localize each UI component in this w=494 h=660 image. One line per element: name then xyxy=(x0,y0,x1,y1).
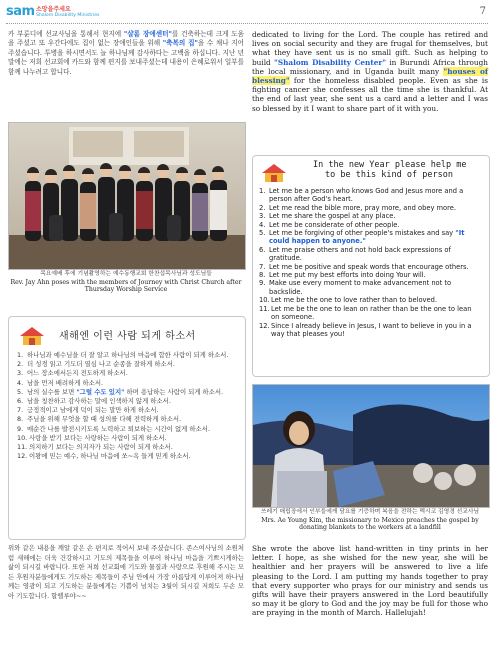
missionary-photo-caption xyxy=(252,509,488,532)
korean-resolution-item xyxy=(17,379,239,388)
english-resolution-item-number: 6. xyxy=(259,245,266,254)
church-group-illustration xyxy=(9,123,245,269)
english-resolution-item xyxy=(259,246,481,263)
korean-resolution-item-number: 8. xyxy=(17,415,24,424)
english-resolution-item xyxy=(259,305,481,322)
korean-list-heading: 새해엔 이런 사람 되게 하소서 xyxy=(59,331,196,342)
header-divider xyxy=(6,23,488,24)
english-resolution-item-text: Let me be positive and speak words that encourage others. xyxy=(269,262,469,271)
korean-resolution-item xyxy=(17,452,239,461)
logo-subtitle: Shalom Disability Ministries xyxy=(36,13,100,18)
korean-resolution-item-text: 남을 칭찬하고 감사하는 말에 인색하지 않게 하소서. xyxy=(27,397,171,406)
korean-resolution-item-number: 12. xyxy=(17,452,28,461)
english-resolution-item xyxy=(259,263,481,271)
korean-resolution-item-text-after: 하며 용납하는 사람이 되게 하소서. xyxy=(124,387,224,396)
english-intro-text-3: for the homeless disabled people. Even as she is fighting cancer she confesses all the time she is thankful. At the end of last year, she sent us a card and a letter and I was so blessed by it I want to share part of it with you. xyxy=(252,76,488,113)
church-photo-caption xyxy=(8,271,244,294)
english-resolution-item xyxy=(259,271,481,279)
korean-resolution-item-text: 더 성경 읽고 기도더 열심 나고 순종을 잘하게 하소서. xyxy=(27,360,175,369)
korean-resolution-item-number: 4. xyxy=(17,378,24,387)
english-resolution-item-text: Let me be the one to love rather than to beloved. xyxy=(271,296,437,305)
english-resolution-item-text: Let me praise others and not hold back expressions of gratitude. xyxy=(269,245,451,263)
english-intro-highlight-2: "houses of blessing" xyxy=(252,66,488,86)
page-number: 7 xyxy=(479,6,486,17)
english-resolution-item xyxy=(259,229,481,246)
korean-resolution-item-text: 긍정적이고 남에게 덕이 되는 말만 하게 하소서. xyxy=(27,406,159,415)
korean-resolution-item xyxy=(17,369,239,378)
english-resolution-item-number: 7. xyxy=(259,262,266,271)
english-list-heading-line1: In the new Year please help me xyxy=(313,160,467,170)
korean-closing-paragraph: 위와 같은 내용을 깨알 같은 손 편지로 적어서 보내 주셨습니다. 존스여사님의 소원처럼 새해에는 더욱 건강하시고 기도의 제목들을 이루어 하나님 마음을 기쁘시게하는 삶이 되시길 바랍니다. 또한 저희 선교회에 기도와 물질과 사랑으로 후원해 주시는 모든 후원자분들에게도 기도하는 제목들이 주님 안에서 가장 아름답게 이루어져 하나님께는 영광이 되고 기도하는 분들에게는 기쁨이 넘치는 3월이 되시길 저희도 두손 모아 기도합니다. 할렐루야~~ xyxy=(8,544,244,600)
english-resolution-item xyxy=(259,221,481,229)
english-resolution-item xyxy=(259,204,481,212)
english-intro-paragraph xyxy=(252,30,488,113)
english-resolution-item-text: Make use every moment to make advancement not to backslide. xyxy=(269,279,452,296)
english-resolution-item-number: 8. xyxy=(259,271,266,280)
logo-korean-text: 소망을주세요 xyxy=(36,6,71,13)
english-resolution-item xyxy=(259,322,481,339)
page-header xyxy=(0,0,494,26)
korean-resolution-list xyxy=(17,351,239,461)
korean-resolution-item-text: 어느 장소에서든지 전도하게 하소서. xyxy=(27,369,128,378)
english-resolution-item xyxy=(259,279,481,296)
church-photo-caption-english: Rev. Jay Ahn poses with the members of Journey with Christ Church after Thursday Worship Service xyxy=(10,278,242,294)
korean-resolution-box xyxy=(8,316,246,540)
house-icon xyxy=(19,325,45,347)
english-resolution-item-text: Let me put my best efforts into doing Your will. xyxy=(269,271,426,280)
english-resolution-box xyxy=(252,155,490,377)
korean-resolution-item xyxy=(17,443,239,452)
english-resolution-item-highlight: "It could happen to anyone." xyxy=(269,229,465,246)
korean-resolution-item xyxy=(17,351,239,360)
english-resolution-item xyxy=(259,187,481,204)
english-intro-text-2: in Burundi Africa through the local missionary, and in Uganda built many xyxy=(252,57,488,76)
ministry-logo xyxy=(6,4,126,22)
korean-resolution-item-number: 3. xyxy=(17,369,24,378)
english-resolution-list xyxy=(259,187,481,338)
english-resolution-item-number: 1. xyxy=(259,187,266,195)
korean-resolution-item-number: 11. xyxy=(17,443,28,452)
missionary-photo-caption-korean: 쓰레기 매립장에서 인부들에게 담요를 기증하며 복음을 전하는 멕시코 김영경 선교사님 xyxy=(260,509,480,515)
korean-intro-text-1: 카 부룬디에 선교사님을 통해서 현지에 xyxy=(8,30,124,38)
korean-intro-text-2: 를 건축하는데 크게 도움을 주셨고 또 우간다에도 집이 없는 장애인들을 위해 xyxy=(8,30,244,48)
english-resolution-item-number: 2. xyxy=(259,203,266,212)
english-resolution-item xyxy=(259,212,481,220)
korean-resolution-item-text: 주님을 위해 무엇을 할 때 성의를 다해 전력하게 하소서. xyxy=(27,415,182,424)
korean-resolution-item xyxy=(17,397,239,406)
korean-resolution-item-text: 매순간 나를 발전시키도록 노력하고 퇴보하는 시간이 없게 하소서. xyxy=(27,424,210,433)
korean-resolution-item-number: 2. xyxy=(17,360,24,369)
english-list-heading xyxy=(313,160,467,180)
korean-resolution-item-text: 남을 먼저 배려하게 하소서. xyxy=(27,378,104,387)
church-photo-caption-korean: 목요예배 후에 기념촬영하는 예수동행교회 한찬섭목사님과 성도님들 xyxy=(40,271,212,277)
english-resolution-item-text: Let me share the gospel at any place. xyxy=(269,212,396,221)
english-resolution-item-number: 3. xyxy=(259,212,266,221)
korean-resolution-item-text: 사랑을 받기 보다는 사랑하는 사람이 되게 하소서. xyxy=(29,433,167,442)
missionary-illustration xyxy=(253,385,489,507)
korean-resolution-item xyxy=(17,425,239,434)
korean-intro-highlight-2: "축복의 집" xyxy=(162,39,198,48)
korean-resolution-item-number: 1. xyxy=(17,351,24,359)
logo-sam-text: sam xyxy=(6,4,35,19)
korean-resolution-item-text: 의지하기 보다는 의지자가 되는 사람이 되게 하소서. xyxy=(29,443,173,452)
korean-resolution-item-text: 남의 실수를 보면 xyxy=(27,387,77,396)
church-group-photo xyxy=(8,122,246,270)
korean-resolution-item xyxy=(17,434,239,443)
korean-intro-text-3: 을 수 채나 지어 주셨습니다. 투병을 하시면서도 늘 하나님께 감사하다는 고백을 하십니다. 지난 년말에는 저희 선교회에 카드와 함께 편지를 보내주셨는데 내용이 은혜로워서 일부를 함께 나누려고 합니다. xyxy=(8,39,244,76)
korean-intro-highlight-1: "샬롬 장애센터" xyxy=(123,30,172,38)
korean-resolution-item xyxy=(17,415,239,424)
english-resolution-item-number: 5. xyxy=(259,229,266,238)
korean-resolution-item-text: 이왕에 믿는 예수, 하나님 마음에 쏘~옥 들게 믿게 하소서. xyxy=(29,452,191,461)
english-resolution-item-text: Let me read the bible more, pray more, and obey more. xyxy=(269,203,456,212)
english-resolution-item-text: Since I already believe in Jesus, I want to believe in you in a way that pleases you! xyxy=(271,321,472,338)
english-resolution-item-text: Let me be the one to lean on rather than be the one to lean on someone. xyxy=(271,304,472,322)
korean-resolution-item-number: 10. xyxy=(17,433,28,442)
english-list-heading-line2: to be this kind of person xyxy=(325,170,453,180)
korean-resolution-item-number: 9. xyxy=(17,424,24,433)
korean-resolution-item-highlight: "그럴 수도 있지" xyxy=(76,387,125,396)
english-resolution-item xyxy=(259,296,481,304)
house-icon xyxy=(261,162,287,184)
korean-resolution-item-text: 하나님과 예수님을 더 잘 알고 하나님의 마음에 합한 사람이 되게 하소서. xyxy=(27,351,229,359)
korean-resolution-item xyxy=(17,388,239,397)
missionary-mexico-photo xyxy=(252,384,490,508)
english-resolution-item-number: 12. xyxy=(259,321,270,330)
missionary-photo-caption-english: Mrs. Ae Young Kim, the missionary to Mexico preaches the gospel by donating blankets to the workers at a landfill xyxy=(261,516,479,532)
english-closing-paragraph: She wrote the above list hand-written in tiny prints in her letter. I hope, as she wished for the new year, she will be healthier and her prayers will be answered to live a life pleasing to the Lord. I am putting my hands together to pray that every supporter who prays for our ministry and sends us gifts will have their prayers answered in the Lord beautifully so may it be glory to God and the joy may be full for those who are praying in the month of March. Hallelujah! xyxy=(252,544,488,618)
english-resolution-item-text: Let me be considerate of other people. xyxy=(269,220,400,229)
english-resolution-item-number: 9. xyxy=(259,279,266,288)
english-resolution-item-number: 4. xyxy=(259,220,266,229)
korean-resolution-item-number: 6. xyxy=(17,397,24,406)
korean-resolution-item-number: 7. xyxy=(17,406,24,415)
english-resolution-item-text: Let me be forgiving of other people's mistakes and say xyxy=(269,229,456,238)
english-resolution-item-number: 10. xyxy=(259,296,270,305)
english-resolution-item-text: Let me be a person who knows God and Jesus more and a person after God's heart. xyxy=(269,187,464,204)
korean-intro-paragraph xyxy=(8,30,244,77)
korean-resolution-item-number: 5. xyxy=(17,387,24,396)
english-intro-text-1: dedicated to living for the Lord. The couple has retired and lives on social security and they are frugal for themselves, but what they have sent us is no small gift. Such as helping to build xyxy=(252,30,488,67)
english-intro-highlight-1: "Shalom Disability Center" xyxy=(274,57,386,67)
english-resolution-item-number: 11. xyxy=(259,304,270,313)
